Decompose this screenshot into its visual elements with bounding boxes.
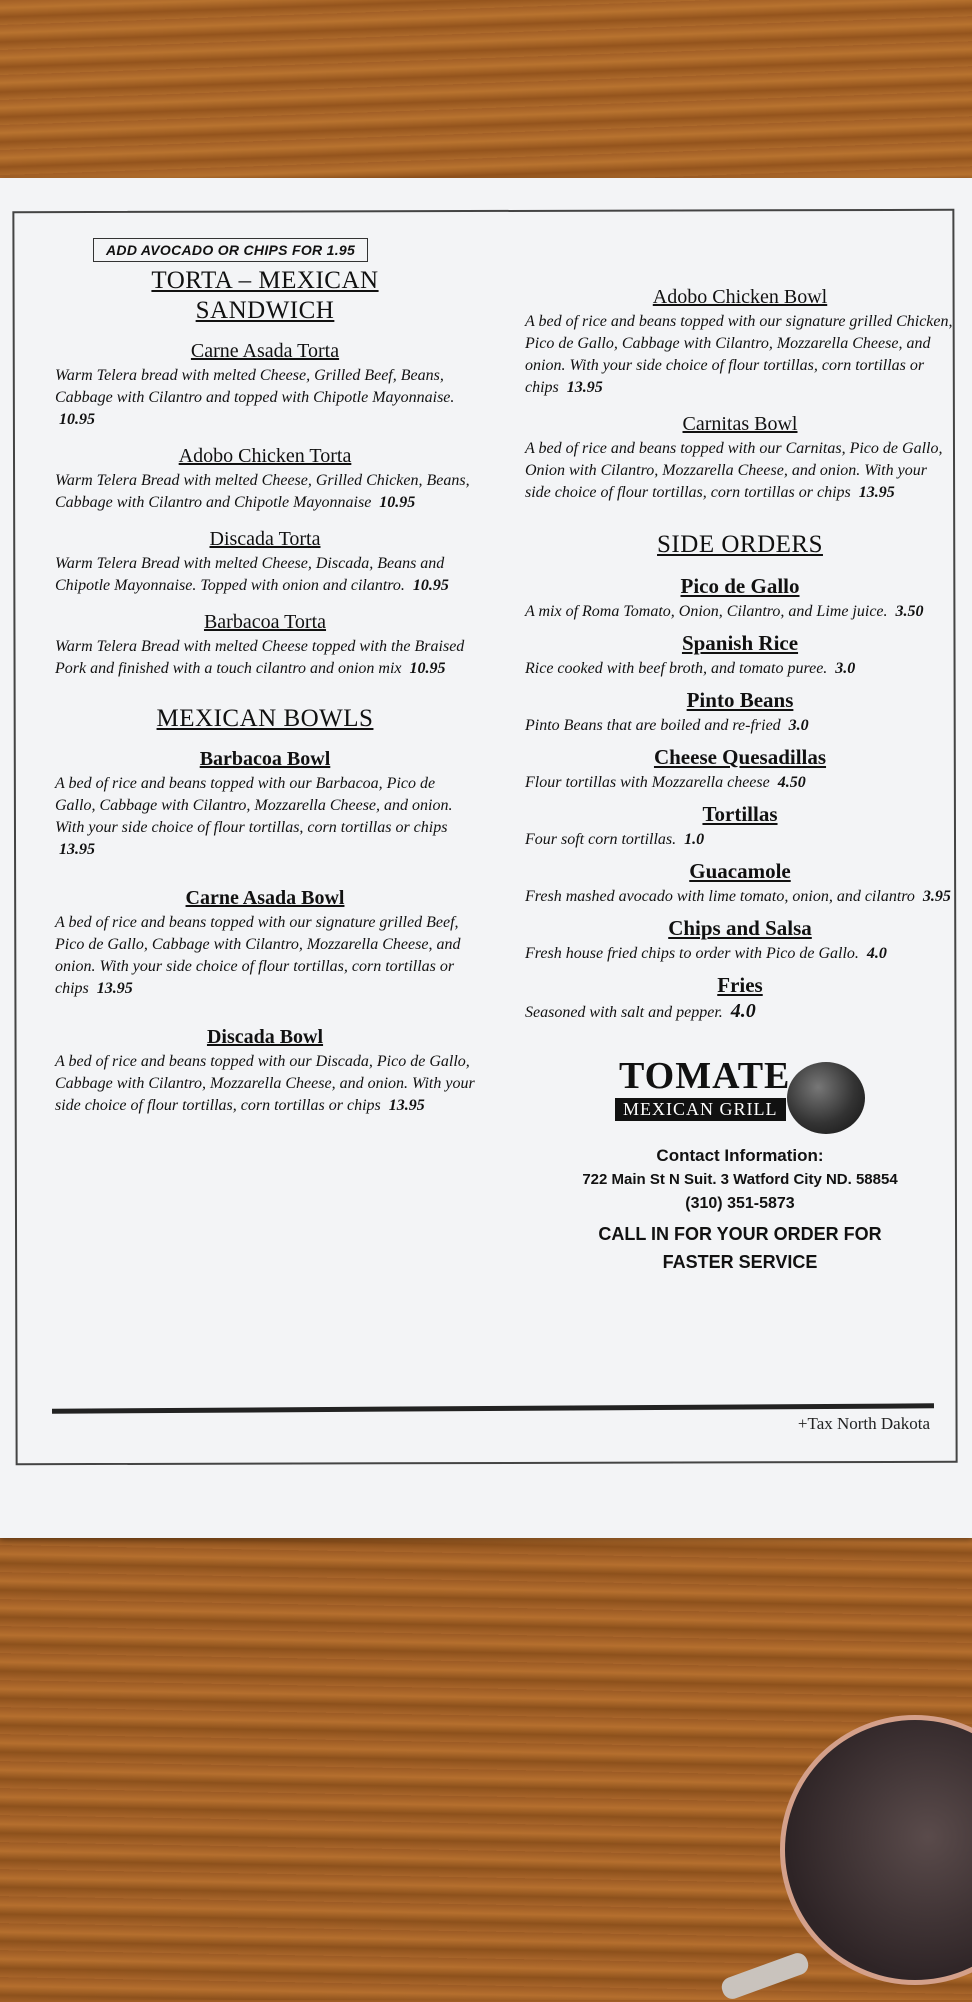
sides-section-title: SIDE ORDERS [657, 531, 823, 558]
logo-subtitle: MEXICAN GRILL [615, 1098, 786, 1121]
side-desc-text: Pinto Beans that are boiled and re-fried [525, 717, 781, 734]
menu-item [55, 445, 475, 514]
promo-box: ADD AVOCADO OR CHIPS FOR 1.95 [93, 238, 368, 262]
item-desc-text: Warm Telera Bread with melted Cheese topped with the Braised Pork and finished with a touch cilantro and onion mix [55, 638, 465, 677]
item-description [55, 912, 475, 1000]
restaurant-logo [615, 1054, 865, 1134]
item-name: Barbacoa Torta [203, 611, 327, 633]
menu-item [55, 528, 475, 597]
menu-item [55, 887, 475, 1000]
call-in-notice [525, 1220, 955, 1276]
item-description [525, 438, 955, 504]
torta-section-title [55, 266, 475, 326]
side-name: Guacamole [689, 859, 791, 883]
logo-wordmark: TOMATE [619, 1055, 791, 1097]
item-name: Carnitas Bowl [682, 413, 798, 435]
item-description [55, 636, 475, 680]
side-name: Tortillas [702, 802, 778, 826]
item-desc-text: A bed of rice and beans topped with our signature grilled Beef, Pico de Gallo, Cabbage with Cilantro, Mozzarella Cheese, and onion. With your side choice of flour tortillas, corn tortillas or chips [55, 914, 461, 997]
item-name: Barbacoa Bowl [199, 748, 331, 770]
side-price: 4.0 [866, 945, 887, 962]
tomato-icon [787, 1062, 865, 1134]
menu-item [525, 286, 955, 399]
item-description [55, 365, 475, 431]
bowls-section-title: MEXICAN BOWLS [156, 705, 374, 732]
item-desc-text: Warm Telera Bread with melted Cheese, Grilled Chicken, Beans, Cabbage with Cilantro and Chipotle Mayonnaise [55, 472, 470, 511]
item-description [55, 553, 475, 597]
side-description [525, 886, 955, 908]
menu-sheet [0, 178, 972, 1538]
item-price: 13.95 [566, 379, 603, 396]
side-price: 3.95 [922, 888, 951, 905]
item-price: 13.95 [388, 1097, 425, 1114]
item-name: Carne Asada Torta [190, 340, 340, 362]
side-price: 3.0 [835, 660, 856, 677]
menu-item [55, 340, 475, 431]
item-description [55, 773, 475, 861]
side-price: 1.0 [684, 831, 705, 848]
contact-info [525, 1144, 955, 1276]
side-name: Spanish Rice [681, 631, 799, 655]
side-price: 3.0 [788, 717, 809, 734]
item-desc-text: A bed of rice and beans topped with our Barbacoa, Pico de Gallo, Cabbage with Cilantro, Mozzarella Cheese, and onion. With your side choice of flour tortillas, corn tortillas or chips [55, 775, 453, 836]
item-name: Discada Bowl [206, 1026, 324, 1048]
contact-phone: (310) 351-5873 [685, 1195, 795, 1212]
side-item [525, 916, 955, 965]
side-item [525, 859, 955, 908]
side-desc-text: Fresh mashed avocado with lime tomato, onion, and cilantro [525, 888, 915, 905]
item-desc-text: Warm Telera Bread with melted Cheese, Discada, Beans and Chipotle Mayonnaise. Topped with onion and cilantro. [55, 555, 445, 594]
side-description [525, 601, 955, 623]
call-line-1: CALL IN FOR YOUR ORDER FOR [598, 1224, 882, 1244]
side-item [525, 745, 955, 794]
side-desc-text: Fresh house fried chips to order with Pico de Gallo. [525, 945, 859, 962]
item-price: 10.95 [59, 411, 95, 428]
side-description [525, 772, 955, 794]
left-column [55, 238, 475, 1117]
menu-item [55, 611, 475, 680]
item-name: Carne Asada Bowl [185, 887, 345, 909]
side-item [525, 631, 955, 680]
item-name: Discada Torta [209, 528, 321, 550]
item-desc-text: A bed of rice and beans topped with our signature grilled Chicken, Pico de Gallo, Cabbage with Cilantro, Mozzarella Cheese, and onion. With your side choice of flour tortillas, corn tortillas or chips [525, 313, 953, 396]
side-description [525, 1000, 955, 1024]
side-name: Pico de Gallo [680, 574, 800, 598]
torta-title-line1: TORTA – MEXICAN [151, 267, 379, 294]
menu-item [525, 413, 955, 504]
item-description [55, 470, 475, 514]
call-line-2: FASTER SERVICE [662, 1252, 818, 1272]
contact-heading: Contact Information: [656, 1146, 824, 1165]
table-surface-top [0, 0, 972, 190]
item-desc-text: Warm Telera bread with melted Cheese, Grilled Beef, Beans, Cabbage with Cilantro and topped with Chipotle Mayonnaise. [55, 367, 455, 406]
item-price: 10.95 [409, 660, 446, 677]
torta-title-line2: SANDWICH [195, 297, 335, 324]
side-description [525, 658, 955, 680]
side-description [525, 829, 955, 851]
side-item [525, 802, 955, 851]
item-price: 13.95 [96, 980, 133, 997]
side-item [525, 688, 955, 737]
right-column [525, 286, 955, 1276]
item-name: Adobo Chicken Torta [178, 445, 352, 467]
item-name: Adobo Chicken Bowl [652, 286, 828, 308]
item-price: 10.95 [379, 494, 416, 511]
item-price: 13.95 [858, 484, 895, 501]
side-price: 3.50 [895, 603, 924, 620]
contact-address: 722 Main St N Suit. 3 Watford City ND. 58854 [582, 1171, 898, 1188]
item-desc-text: A bed of rice and beans topped with our Carnitas, Pico de Gallo, Onion with Cilantro, Mozzarella Cheese, and onion. With your side choice of flour tortillas, corn tortillas or chips [525, 440, 943, 501]
side-item [525, 574, 955, 623]
side-description [525, 943, 955, 965]
item-desc-text: A bed of rice and beans topped with our Discada, Pico de Gallo, Cabbage with Cilantro, Mozzarella Cheese, and onion. With your side choice of flour tortillas, corn tortillas or chips [55, 1053, 475, 1114]
side-price: 4.0 [730, 1000, 756, 1022]
side-item [525, 973, 955, 1024]
item-description [55, 1051, 475, 1117]
item-description [525, 311, 955, 399]
menu-item [55, 1026, 475, 1117]
side-desc-text: Flour tortillas with Mozzarella cheese [525, 774, 770, 791]
side-name: Cheese Quesadillas [653, 745, 827, 769]
side-description [525, 715, 955, 737]
item-price: 10.95 [412, 577, 449, 594]
side-desc-text: Four soft corn tortillas. [525, 831, 677, 848]
menu-item [55, 748, 475, 861]
side-price: 4.50 [777, 774, 806, 791]
side-desc-text: A mix of Roma Tomato, Onion, Cilantro, and Lime juice. [525, 603, 888, 620]
side-desc-text: Rice cooked with beef broth, and tomato puree. [525, 660, 828, 677]
side-name: Fries [717, 973, 763, 997]
side-name: Chips and Salsa [668, 916, 812, 940]
tax-note: +Tax North Dakota [797, 1414, 930, 1433]
side-name: Pinto Beans [686, 688, 794, 712]
side-desc-text: Seasoned with salt and pepper. [525, 1004, 723, 1021]
item-price: 13.95 [59, 841, 95, 858]
